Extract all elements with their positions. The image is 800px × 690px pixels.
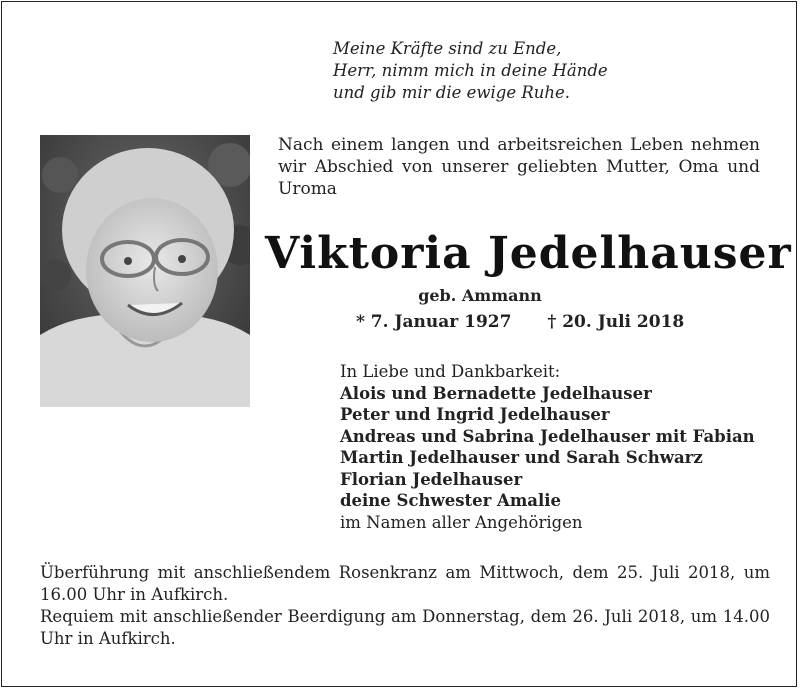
birth-date: * 7. Januar 1927 (356, 312, 512, 332)
verse-line: Herr, nimm mich in deine Hände (333, 61, 608, 80)
birth-name: geb. Ammann (418, 286, 542, 305)
mourner-name: Martin Jedelhauser und Sarah Schwarz (340, 448, 703, 467)
mourner-name: Alois und Bernadette Jedelhauser (340, 383, 652, 403)
life-dates (356, 312, 684, 332)
requiem-notice: Requiem mit anschließender Beerdigung am Donnerstag, dem 26. Juli 2018, um 14.00 Uhr in Aufkirch. (40, 607, 770, 648)
death-date: † 20. Juli 2018 (547, 312, 685, 332)
memorial-verse (333, 38, 608, 104)
verse-line: Meine Kräfte sind zu Ende, (333, 39, 562, 58)
mourner-name: Florian Jedelhauser (340, 469, 523, 489)
portrait-photo (40, 135, 250, 407)
intro-text: Nach einem langen und arbeitsreichen Leben nehmen wir Abschied von unserer geliebten Mutter, Oma und Uroma (278, 135, 760, 199)
verse-line: und gib mir die ewige Ruhe. (333, 83, 571, 102)
mourners-heading: In Liebe und Dankbarkeit: (340, 362, 561, 381)
mourner-name: deine Schwester Amalie (340, 491, 562, 510)
mourner-name: Peter und Ingrid Jedelhauser (340, 405, 610, 424)
mourner-name: Andreas und Sabrina Jedelhauser mit Fabian (340, 426, 755, 446)
transfer-notice: Überführung mit anschließendem Rosenkranz am Mittwoch, dem 25. Juli 2018, um 16.00 Uhr in Aufkirch. (40, 563, 770, 604)
mourners-list (340, 361, 755, 533)
deceased-name: Viktoria Jedelhauser (265, 228, 792, 279)
mourners-closing: im Namen aller Angehörigen (340, 512, 583, 532)
